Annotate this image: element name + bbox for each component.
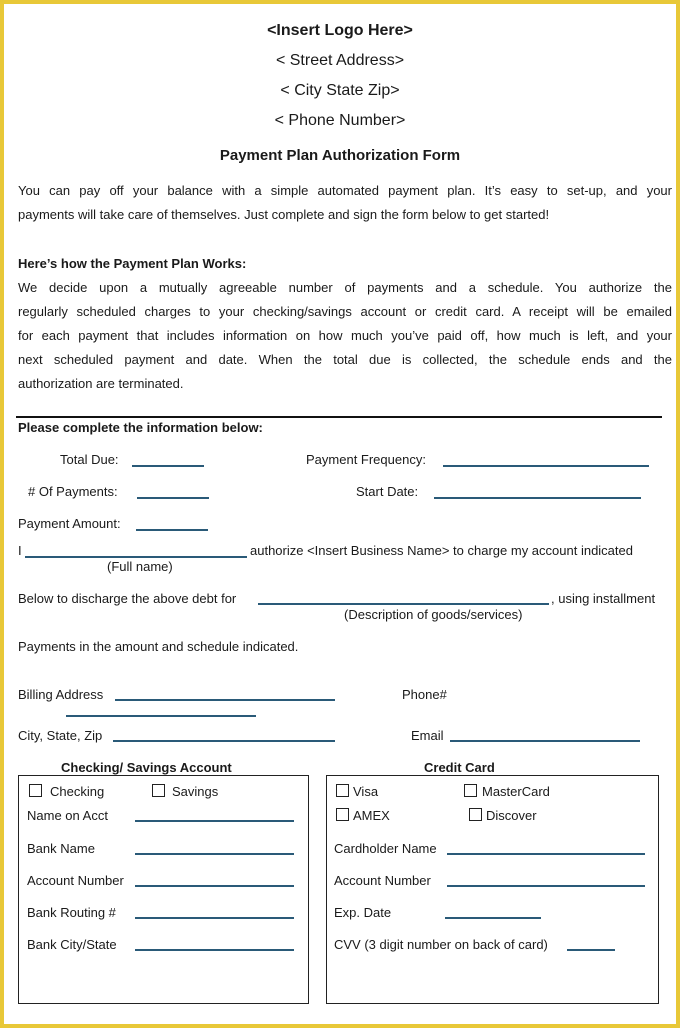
city-state-zip: < City State Zip> bbox=[280, 82, 400, 99]
bank-city-field[interactable] bbox=[135, 949, 294, 951]
bank-name-field[interactable] bbox=[135, 853, 294, 855]
card-section-title: Credit Card bbox=[424, 760, 495, 775]
discover-checkbox[interactable] bbox=[469, 808, 482, 821]
authorize-text: authorize <Insert Business Name> to charge my account indicated bbox=[250, 543, 633, 558]
payment-frequency-field[interactable] bbox=[443, 465, 649, 467]
using-installment-text: , using installment bbox=[551, 591, 656, 606]
checking-checkbox[interactable] bbox=[29, 784, 42, 797]
routing-label: Bank Routing # bbox=[27, 905, 116, 920]
billing-address-label: Billing Address bbox=[18, 687, 104, 702]
amex-checkbox[interactable] bbox=[336, 808, 349, 821]
bank-city-label: Bank City/State bbox=[27, 937, 117, 952]
full-name-field[interactable] bbox=[25, 556, 247, 558]
how-line: regularly scheduled charges to your checking/savings account or credit card. A receipt will be emailed bbox=[18, 304, 672, 319]
city-state-zip-field[interactable] bbox=[113, 740, 335, 742]
start-date-field[interactable] bbox=[434, 497, 641, 499]
mastercard-label: MasterCard bbox=[482, 784, 550, 799]
payments-text: Payments in the amount and schedule indicated. bbox=[18, 639, 299, 654]
savings-label: Savings bbox=[172, 784, 219, 799]
account-number-field[interactable] bbox=[135, 885, 294, 887]
name-on-acct-label: Name on Acct bbox=[27, 808, 108, 823]
intro-line: payments will take care of themselves. Just complete and sign the form below to get started! bbox=[18, 207, 550, 222]
email-field[interactable] bbox=[450, 740, 640, 742]
cardholder-label: Cardholder Name bbox=[334, 841, 437, 856]
mastercard-checkbox[interactable] bbox=[464, 784, 477, 797]
name-on-acct-field[interactable] bbox=[135, 820, 294, 822]
cardholder-field[interactable] bbox=[447, 853, 645, 855]
visa-checkbox[interactable] bbox=[336, 784, 349, 797]
exp-date-label: Exp. Date bbox=[334, 905, 392, 920]
visa-label: Visa bbox=[353, 784, 379, 799]
city-state-zip-label: City, State, Zip bbox=[18, 728, 103, 743]
how-line: We decide upon a mutually agreeable number of payments and a schedule. You authorize the bbox=[18, 280, 672, 295]
routing-field[interactable] bbox=[135, 917, 294, 919]
section-divider bbox=[16, 416, 662, 418]
full-name-caption: (Full name) bbox=[107, 559, 173, 574]
exp-date-field[interactable] bbox=[445, 917, 541, 919]
cvv-label: CVV (3 digit number on back of card) bbox=[334, 937, 548, 952]
description-caption: (Description of goods/services) bbox=[344, 607, 523, 622]
cvv-field[interactable] bbox=[567, 949, 615, 951]
payment-amount-field[interactable] bbox=[136, 529, 208, 531]
billing-address-field[interactable] bbox=[115, 699, 335, 701]
total-due-label: Total Due: bbox=[60, 452, 119, 467]
amex-label: AMEX bbox=[353, 808, 390, 823]
card-account-number-label: Account Number bbox=[334, 873, 431, 888]
how-paragraph bbox=[18, 276, 672, 396]
how-heading: Here’s how the Payment Plan Works: bbox=[18, 256, 247, 271]
how-line: for each payment that includes information on how much you’ve paid off, how much is left, and your bbox=[18, 328, 672, 343]
bank-name-label: Bank Name bbox=[27, 841, 95, 856]
checking-label: Checking bbox=[50, 784, 105, 799]
intro-paragraph bbox=[18, 179, 672, 227]
card-account-number-field[interactable] bbox=[447, 885, 645, 887]
description-field[interactable] bbox=[258, 603, 549, 605]
num-payments-field[interactable] bbox=[137, 497, 209, 499]
total-due-field[interactable] bbox=[132, 465, 204, 467]
street-address: < Street Address> bbox=[275, 52, 405, 69]
i-label: I bbox=[18, 543, 22, 558]
phone-label: Phone# bbox=[402, 687, 447, 702]
form-heading: Please complete the information below: bbox=[18, 420, 263, 435]
form-title: Payment Plan Authorization Form bbox=[219, 147, 461, 164]
start-date-label: Start Date: bbox=[356, 484, 419, 499]
billing-address-field-2[interactable] bbox=[66, 715, 256, 717]
payment-frequency-label: Payment Frequency: bbox=[306, 452, 426, 467]
account-number-label: Account Number bbox=[27, 873, 124, 888]
payment-amount-label: Payment Amount: bbox=[18, 516, 121, 531]
checking-section-title: Checking/ Savings Account bbox=[61, 760, 232, 775]
logo-placeholder: <Insert Logo Here> bbox=[267, 22, 413, 39]
discover-label: Discover bbox=[486, 808, 537, 823]
savings-checkbox[interactable] bbox=[152, 784, 165, 797]
num-payments-label: # Of Payments: bbox=[28, 484, 118, 499]
discharge-text: Below to discharge the above debt for bbox=[18, 591, 237, 606]
how-line: authorization are terminated. bbox=[18, 376, 184, 391]
intro-line: You can pay off your balance with a simple automated payment plan. It’s easy to set-up, and your bbox=[18, 183, 672, 198]
how-line: next scheduled payment and date. When the total due is collected, the schedule ends and the bbox=[18, 352, 672, 367]
phone-number: < Phone Number> bbox=[274, 112, 406, 129]
email-label: Email bbox=[411, 728, 444, 743]
